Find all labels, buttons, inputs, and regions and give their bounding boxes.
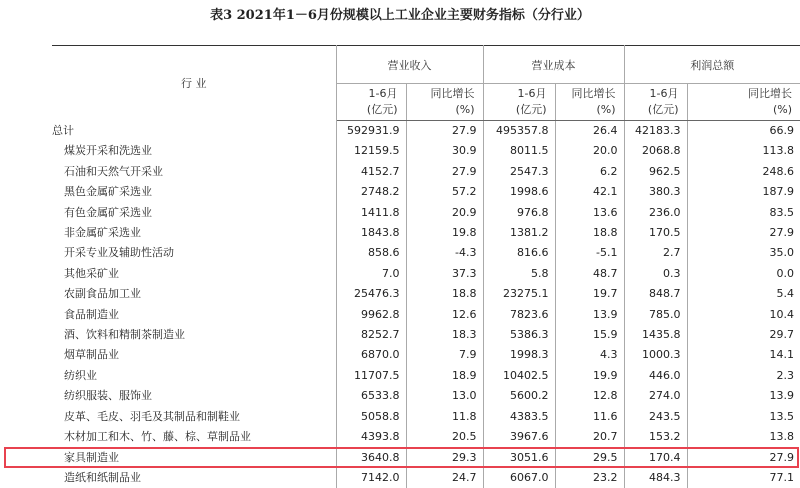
value-cell: 1435.8 (624, 325, 687, 345)
table-row (52, 264, 800, 284)
table-row (52, 386, 800, 406)
value-cell: 3967.6 (483, 427, 555, 447)
value-cell: 13.8 (687, 427, 800, 447)
table-title: 表3 2021年1－6月份规模以上工业企业主要财务指标（分行业） (0, 4, 800, 23)
value-cell: 5386.3 (483, 325, 555, 345)
value-cell: 14.1 (687, 345, 800, 365)
value-cell: -4.3 (406, 243, 483, 263)
value-cell: 11707.5 (336, 366, 406, 386)
value-cell: 23.2 (555, 468, 624, 488)
value-cell: 170.4 (624, 448, 687, 468)
value-cell: 6.2 (555, 162, 624, 182)
value-cell: 20.7 (555, 427, 624, 447)
value-cell: 2547.3 (483, 162, 555, 182)
industry-name: 家具制造业 (52, 448, 336, 468)
value-cell: 1411.8 (336, 203, 406, 223)
value-cell: 976.8 (483, 203, 555, 223)
value-cell: 20.0 (555, 141, 624, 161)
value-cell: 27.9 (406, 121, 483, 142)
table-row (52, 325, 800, 345)
value-cell: 57.2 (406, 182, 483, 202)
value-cell: 4383.5 (483, 407, 555, 427)
value-cell: 15.9 (555, 325, 624, 345)
value-cell: 10.4 (687, 305, 800, 325)
value-cell: 2068.8 (624, 141, 687, 161)
value-cell: 0.0 (687, 264, 800, 284)
value-cell: 785.0 (624, 305, 687, 325)
revenue-period-header: 1-6月 (亿元) (336, 84, 406, 121)
value-cell: 42183.3 (624, 121, 687, 142)
value-cell: 8252.7 (336, 325, 406, 345)
value-cell: 6533.8 (336, 386, 406, 406)
value-cell: 0.3 (624, 264, 687, 284)
value-cell: 35.0 (687, 243, 800, 263)
table-row (52, 121, 800, 142)
industry-name: 木材加工和木、竹、藤、棕、草制品业 (52, 427, 336, 447)
value-cell: 1000.3 (624, 345, 687, 365)
value-cell: 2.3 (687, 366, 800, 386)
table-row (52, 345, 800, 365)
value-cell: 113.8 (687, 141, 800, 161)
value-cell: 18.3 (406, 325, 483, 345)
value-cell: 2.7 (624, 243, 687, 263)
industry-name: 农副食品加工业 (52, 284, 336, 304)
value-cell: 11.6 (555, 407, 624, 427)
value-cell: 7823.6 (483, 305, 555, 325)
value-cell: 13.9 (555, 305, 624, 325)
value-cell: 24.7 (406, 468, 483, 488)
value-cell: 962.5 (624, 162, 687, 182)
value-cell: 1843.8 (336, 223, 406, 243)
value-cell: 12.8 (555, 386, 624, 406)
value-cell: 153.2 (624, 427, 687, 447)
value-cell: 1998.3 (483, 345, 555, 365)
profit-header: 利润总额 (624, 46, 800, 84)
value-cell: 18.8 (555, 223, 624, 243)
industry-name: 非金属矿采选业 (52, 223, 336, 243)
value-cell: 7142.0 (336, 468, 406, 488)
value-cell: 7.0 (336, 264, 406, 284)
value-cell: 4152.7 (336, 162, 406, 182)
value-cell: 29.3 (406, 448, 483, 468)
table-row (52, 366, 800, 386)
value-cell: 187.9 (687, 182, 800, 202)
value-cell: 27.9 (687, 223, 800, 243)
value-cell: 5058.8 (336, 407, 406, 427)
table-row (52, 182, 800, 202)
value-cell: 19.7 (555, 284, 624, 304)
value-cell: 248.6 (687, 162, 800, 182)
table-row (52, 468, 800, 488)
table-row (52, 223, 800, 243)
industry-name: 煤炭开采和洗选业 (52, 141, 336, 161)
value-cell: 8011.5 (483, 141, 555, 161)
value-cell: 2748.2 (336, 182, 406, 202)
industry-name: 酒、饮料和精制茶制造业 (52, 325, 336, 345)
value-cell: 243.5 (624, 407, 687, 427)
value-cell: 20.5 (406, 427, 483, 447)
value-cell: 495357.8 (483, 121, 555, 142)
value-cell: 27.9 (406, 162, 483, 182)
value-cell: 29.7 (687, 325, 800, 345)
value-cell: 3640.8 (336, 448, 406, 468)
value-cell: 42.1 (555, 182, 624, 202)
value-cell: 13.9 (687, 386, 800, 406)
profit-growth-header: 同比增长 (%) (687, 84, 800, 121)
value-cell: 13.0 (406, 386, 483, 406)
value-cell: 12.6 (406, 305, 483, 325)
value-cell: 9962.8 (336, 305, 406, 325)
value-cell: 7.9 (406, 345, 483, 365)
industry-name: 纺织业 (52, 366, 336, 386)
industry-name: 开采专业及辅助性活动 (52, 243, 336, 263)
value-cell: 236.0 (624, 203, 687, 223)
value-cell: 380.3 (624, 182, 687, 202)
value-cell: 29.5 (555, 448, 624, 468)
industry-name: 皮革、毛皮、羽毛及其制品和制鞋业 (52, 407, 336, 427)
value-cell: 4393.8 (336, 427, 406, 447)
table-row (52, 284, 800, 304)
value-cell: 10402.5 (483, 366, 555, 386)
value-cell: 19.8 (406, 223, 483, 243)
table-row (52, 427, 800, 447)
value-cell: 25476.3 (336, 284, 406, 304)
value-cell: 19.9 (555, 366, 624, 386)
value-cell: 446.0 (624, 366, 687, 386)
value-cell: 4.3 (555, 345, 624, 365)
value-cell: 1998.6 (483, 182, 555, 202)
value-cell: 6067.0 (483, 468, 555, 488)
table-row (52, 243, 800, 263)
industry-name: 造纸和纸制品业 (52, 468, 336, 488)
table-row (52, 162, 800, 182)
table-row (52, 448, 800, 468)
industry-name: 烟草制品业 (52, 345, 336, 365)
industry-name: 纺织服装、服饰业 (52, 386, 336, 406)
table-row (52, 305, 800, 325)
value-cell: 3051.6 (483, 448, 555, 468)
value-cell: 170.5 (624, 223, 687, 243)
cost-growth-header: 同比增长 (%) (555, 84, 624, 121)
value-cell: 30.9 (406, 141, 483, 161)
value-cell: 1381.2 (483, 223, 555, 243)
value-cell: 6870.0 (336, 345, 406, 365)
value-cell: 11.8 (406, 407, 483, 427)
industry-header: 行 业 (52, 46, 336, 121)
value-cell: 20.9 (406, 203, 483, 223)
value-cell: 848.7 (624, 284, 687, 304)
value-cell: 858.6 (336, 243, 406, 263)
value-cell: 23275.1 (483, 284, 555, 304)
value-cell: 274.0 (624, 386, 687, 406)
value-cell: -5.1 (555, 243, 624, 263)
value-cell: 18.9 (406, 366, 483, 386)
value-cell: 37.3 (406, 264, 483, 284)
table-body (52, 121, 800, 488)
value-cell: 5.8 (483, 264, 555, 284)
table-row (52, 407, 800, 427)
value-cell: 816.6 (483, 243, 555, 263)
industry-name: 有色金属矿采选业 (52, 203, 336, 223)
table-row (52, 141, 800, 161)
value-cell: 48.7 (555, 264, 624, 284)
cost-header: 营业成本 (483, 46, 624, 84)
value-cell: 5600.2 (483, 386, 555, 406)
value-cell: 27.9 (687, 448, 800, 468)
profit-period-header: 1-6月 (亿元) (624, 84, 687, 121)
value-cell: 592931.9 (336, 121, 406, 142)
industry-name: 黑色金属矿采选业 (52, 182, 336, 202)
value-cell: 66.9 (687, 121, 800, 142)
industry-name: 食品制造业 (52, 305, 336, 325)
revenue-growth-header: 同比增长 (%) (406, 84, 483, 121)
cost-period-header: 1-6月 (亿元) (483, 84, 555, 121)
revenue-header: 营业收入 (336, 46, 483, 84)
value-cell: 18.8 (406, 284, 483, 304)
value-cell: 83.5 (687, 203, 800, 223)
industry-name: 其他采矿业 (52, 264, 336, 284)
value-cell: 13.6 (555, 203, 624, 223)
value-cell: 5.4 (687, 284, 800, 304)
industry-name: 石油和天然气开采业 (52, 162, 336, 182)
value-cell: 484.3 (624, 468, 687, 488)
industry-name: 总计 (52, 121, 336, 142)
value-cell: 26.4 (555, 121, 624, 142)
value-cell: 77.1 (687, 468, 800, 488)
table-row (52, 203, 800, 223)
value-cell: 12159.5 (336, 141, 406, 161)
financial-indicators-table (52, 45, 800, 488)
value-cell: 13.5 (687, 407, 800, 427)
